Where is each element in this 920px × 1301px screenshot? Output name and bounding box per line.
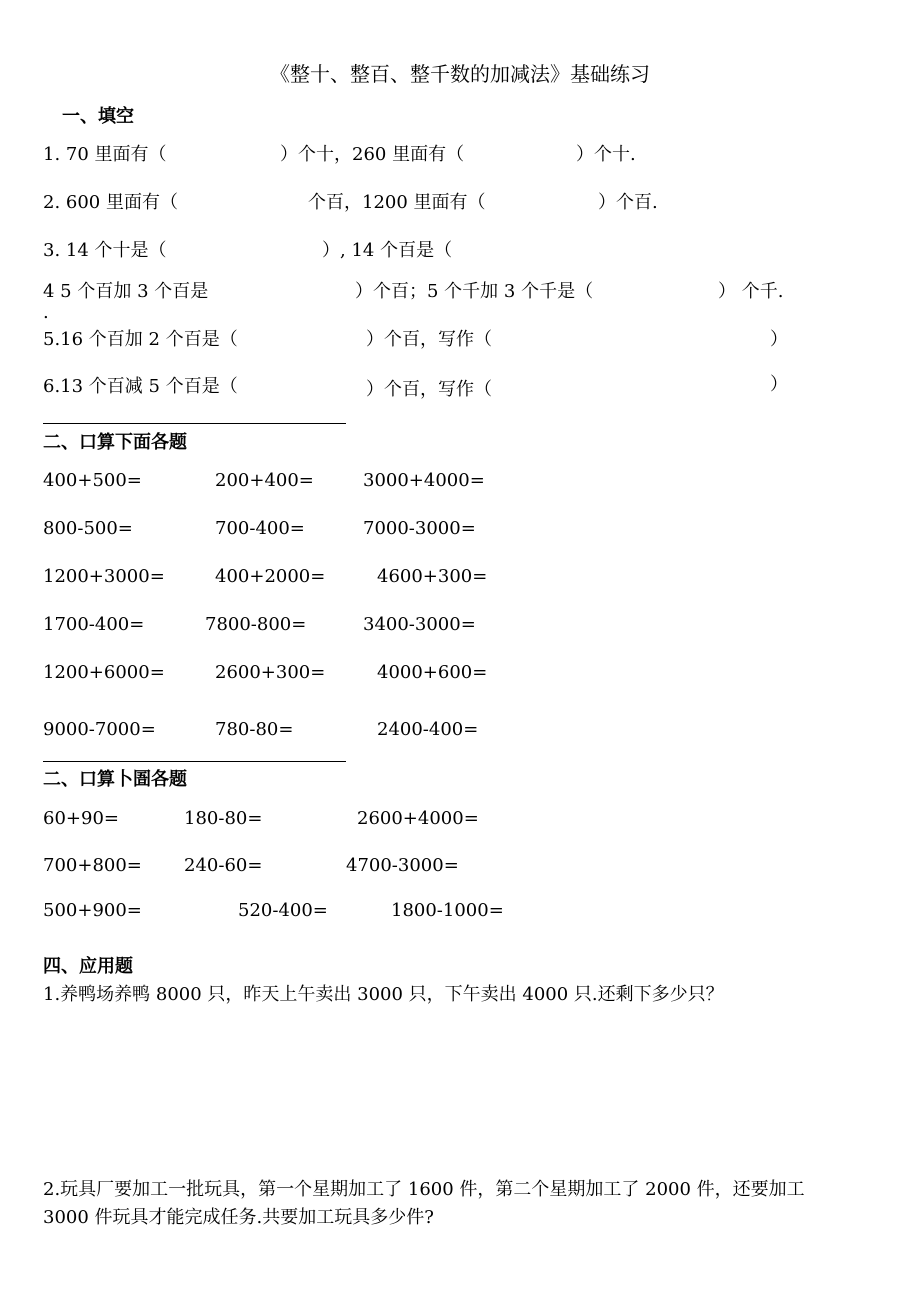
question-5-part-b: ）个百，写作（ xyxy=(366,329,492,350)
calc-item: 1700-400= xyxy=(43,614,145,635)
question-6-part-c: ） xyxy=(770,374,788,395)
word-problem-2-line-1: 2.玩具厂要加工一批玩具，第一个星期加工了 1600 件，第二个星期加工了 2000 件，还要加工 xyxy=(43,1179,805,1200)
calc-item: 500+900= xyxy=(43,900,142,921)
section-heading-calc-1: 二、口算下面各题 xyxy=(43,432,187,453)
calc-item: 2600+4000= xyxy=(357,808,479,829)
question-2-part-c: ）个百. xyxy=(598,192,658,213)
question-4-part-a: 4 5 个百加 3 个百是 xyxy=(43,281,209,302)
calc-item: 800-500= xyxy=(43,518,133,539)
question-1-part-b: ）个十，260 里面有（ xyxy=(280,144,465,165)
question-6-part-b: ）个百，写作（ xyxy=(366,379,492,400)
calc-item: 7800-800= xyxy=(205,614,307,635)
question-5-part-a: 5.16 个百加 2 个百是（ xyxy=(43,329,238,350)
calc-item: 400+500= xyxy=(43,470,142,491)
question-1-part-c: ）个十. xyxy=(576,144,636,165)
question-4-part-b: ）个百；5 个千加 3 个千是（ xyxy=(355,281,594,302)
calc-item: 60+90= xyxy=(43,808,119,829)
section-heading-calc-2: 二、口算卜圄各题 xyxy=(43,769,187,790)
calc-item: 4600+300= xyxy=(377,566,488,587)
calc-item: 520-400= xyxy=(238,900,328,921)
calc-item: 200+400= xyxy=(215,470,314,491)
section-heading-applications: 四、应用题 xyxy=(43,956,133,977)
question-4-stray-dot: . xyxy=(43,302,49,323)
calc-item: 3400-3000= xyxy=(363,614,476,635)
calc-item: 4000+600= xyxy=(377,662,488,683)
section-heading-fill: 一、填空 xyxy=(62,106,134,127)
question-3-part-a: 3. 14 个十是（ xyxy=(43,240,167,261)
calc-item: 1200+3000= xyxy=(43,566,165,587)
calc-item: 7000-3000= xyxy=(363,518,476,539)
question-2-part-b: 个百，1200 里面有（ xyxy=(308,192,486,213)
calc-item: 1800-1000= xyxy=(391,900,504,921)
calc-item: 1200+6000= xyxy=(43,662,165,683)
calc-item: 240-60= xyxy=(184,855,263,876)
calc-item: 180-80= xyxy=(184,808,263,829)
question-3-part-b: ）, 14 个百是（ xyxy=(322,240,453,261)
calc-item: 400+2000= xyxy=(215,566,326,587)
calc-item: 700+800= xyxy=(43,855,142,876)
calc-item: 2400-400= xyxy=(377,719,479,740)
calc-item: 780-80= xyxy=(215,719,294,740)
question-2-part-a: 2. 600 里面有（ xyxy=(43,192,178,213)
calc-item: 9000-7000= xyxy=(43,719,156,740)
section-divider xyxy=(43,761,346,762)
calc-item: 2600+300= xyxy=(215,662,326,683)
calc-item: 700-400= xyxy=(215,518,305,539)
page-title: 《整十、整百、整千数的加减法》基础练习 xyxy=(270,62,650,86)
section-divider xyxy=(43,423,346,424)
word-problem-2-line-2: 3000 件玩具才能完成任务.共要加工玩具多少件? xyxy=(43,1207,434,1228)
question-4-part-c: ） 个千. xyxy=(718,281,784,302)
question-5-part-c: ） xyxy=(770,329,788,350)
calc-item: 4700-3000= xyxy=(346,855,459,876)
question-1-part-a: 1. 70 里面有（ xyxy=(43,144,167,165)
question-6-part-a: 6.13 个百减 5 个百是（ xyxy=(43,376,238,397)
calc-item: 3000+4000= xyxy=(363,470,485,491)
word-problem-1: 1.养鸭场养鸭 8000 只，昨天上午卖出 3000 只，下午卖出 4000 只.还剩下多少只？ xyxy=(43,984,724,1005)
